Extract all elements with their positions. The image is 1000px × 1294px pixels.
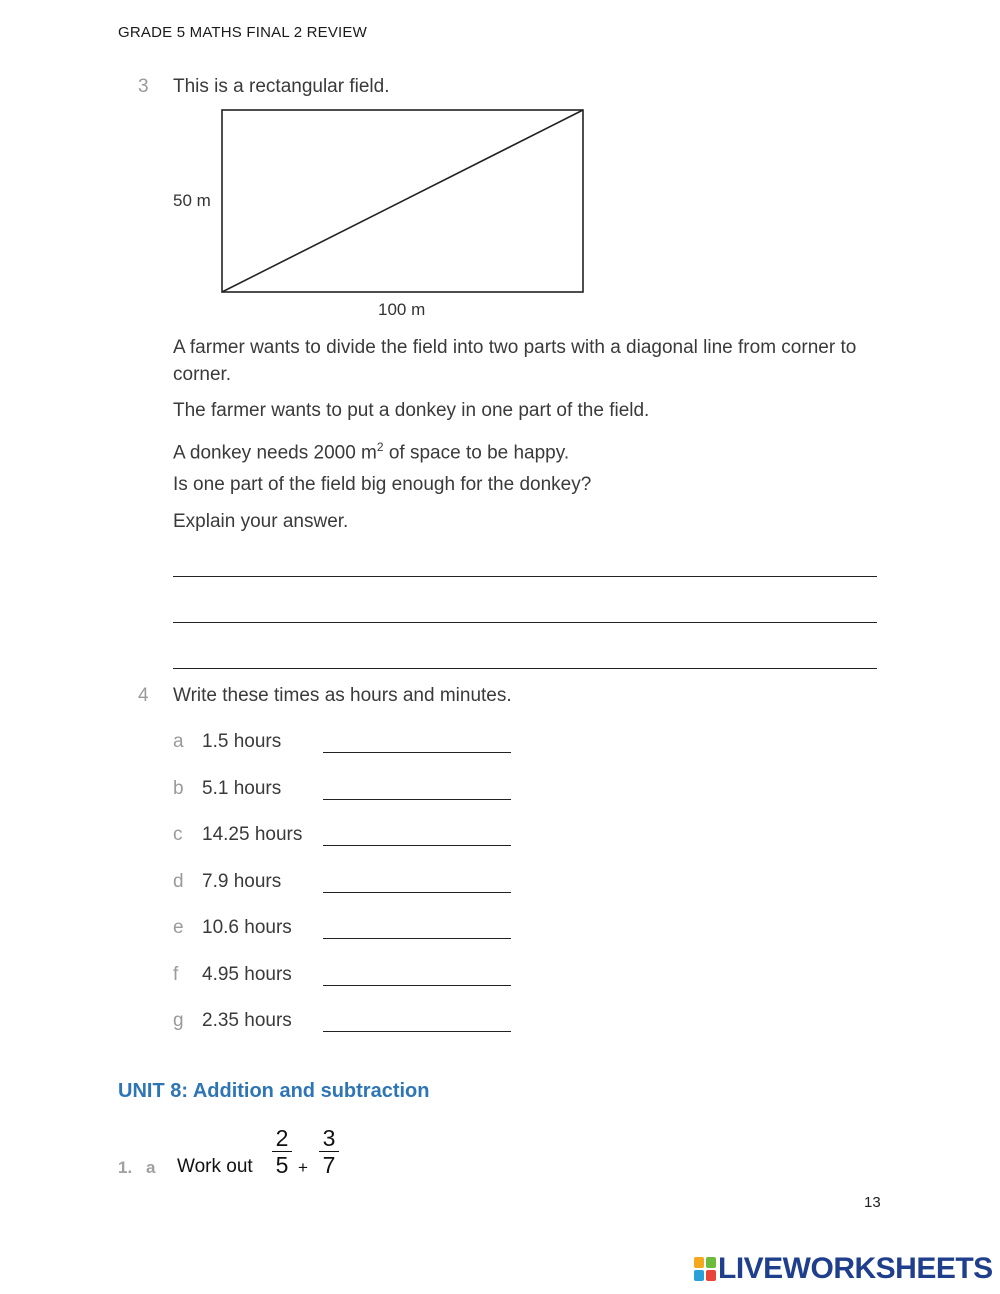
answer-blank[interactable] [323, 845, 511, 846]
question-number: 4 [138, 685, 149, 706]
question-number: 1. [118, 1158, 133, 1177]
plus-operator: + [298, 1158, 308, 1177]
item-letter: f [173, 964, 179, 985]
answer-blank[interactable] [323, 938, 511, 939]
question-paragraph: Explain your answer. [173, 511, 349, 532]
fraction-two-fifths [272, 1126, 292, 1177]
time-item: 5.1 hours [202, 778, 282, 799]
logo-text: LIVEWORKSHEETS [718, 1252, 993, 1285]
item-letter: c [173, 824, 183, 845]
field-width-label: 100 m [378, 300, 426, 319]
time-item: 10.6 hours [202, 917, 292, 938]
unit-heading: UNIT 8: Addition and subtraction [118, 1080, 430, 1102]
field-diagonal [222, 110, 583, 292]
item-letter: a [146, 1158, 156, 1177]
fraction-denominator: 7 [322, 1152, 336, 1178]
question-intro: This is a rectangular field. [173, 76, 390, 97]
page-number: 13 [864, 1194, 881, 1211]
question-paragraph [173, 434, 873, 466]
question-number: 3 [138, 76, 149, 97]
question-paragraph: Is one part of the field big enough for the donkey? [173, 474, 592, 495]
area-exponent: 2 [376, 440, 384, 454]
fraction-numerator: 2 [275, 1125, 289, 1151]
time-item: 7.9 hours [202, 871, 282, 892]
time-item: 2.35 hours [202, 1010, 292, 1031]
logo-grid-icon [694, 1257, 716, 1281]
item-letter: e [173, 917, 184, 938]
area-text-start: A donkey needs 2000 m [173, 442, 377, 464]
time-item: 1.5 hours [202, 731, 282, 752]
answer-line[interactable] [173, 576, 877, 577]
answer-blank[interactable] [323, 1031, 511, 1032]
answer-blank[interactable] [323, 985, 511, 986]
liveworksheets-logo[interactable] [694, 1252, 993, 1286]
rectangle-field-diagram [160, 100, 600, 330]
fraction-three-sevenths [319, 1126, 339, 1177]
question-text: Work out [177, 1156, 253, 1177]
page-header-title: GRADE 5 MATHS FINAL 2 REVIEW [118, 24, 367, 41]
answer-blank[interactable] [323, 752, 511, 753]
fraction-numerator: 3 [322, 1125, 336, 1151]
item-letter: b [173, 778, 184, 799]
question-paragraph: A farmer wants to divide the field into two parts with a diagonal line from corner to corner. [173, 337, 857, 385]
question-intro: Write these times as hours and minutes. [173, 685, 512, 706]
item-letter: a [173, 731, 184, 752]
time-item: 4.95 hours [202, 964, 292, 985]
fraction-denominator: 5 [275, 1152, 289, 1178]
answer-line[interactable] [173, 622, 877, 623]
time-item: 14.25 hours [202, 824, 303, 845]
answer-blank[interactable] [323, 892, 511, 893]
area-text-end: of space to be happy. [383, 442, 570, 464]
answer-line[interactable] [173, 668, 877, 669]
answer-blank[interactable] [323, 799, 511, 800]
field-height-label: 50 m [173, 191, 211, 210]
question-paragraph: The farmer wants to put a donkey in one part of the field. [173, 400, 650, 421]
item-letter: g [173, 1010, 184, 1031]
item-letter: d [173, 871, 184, 892]
